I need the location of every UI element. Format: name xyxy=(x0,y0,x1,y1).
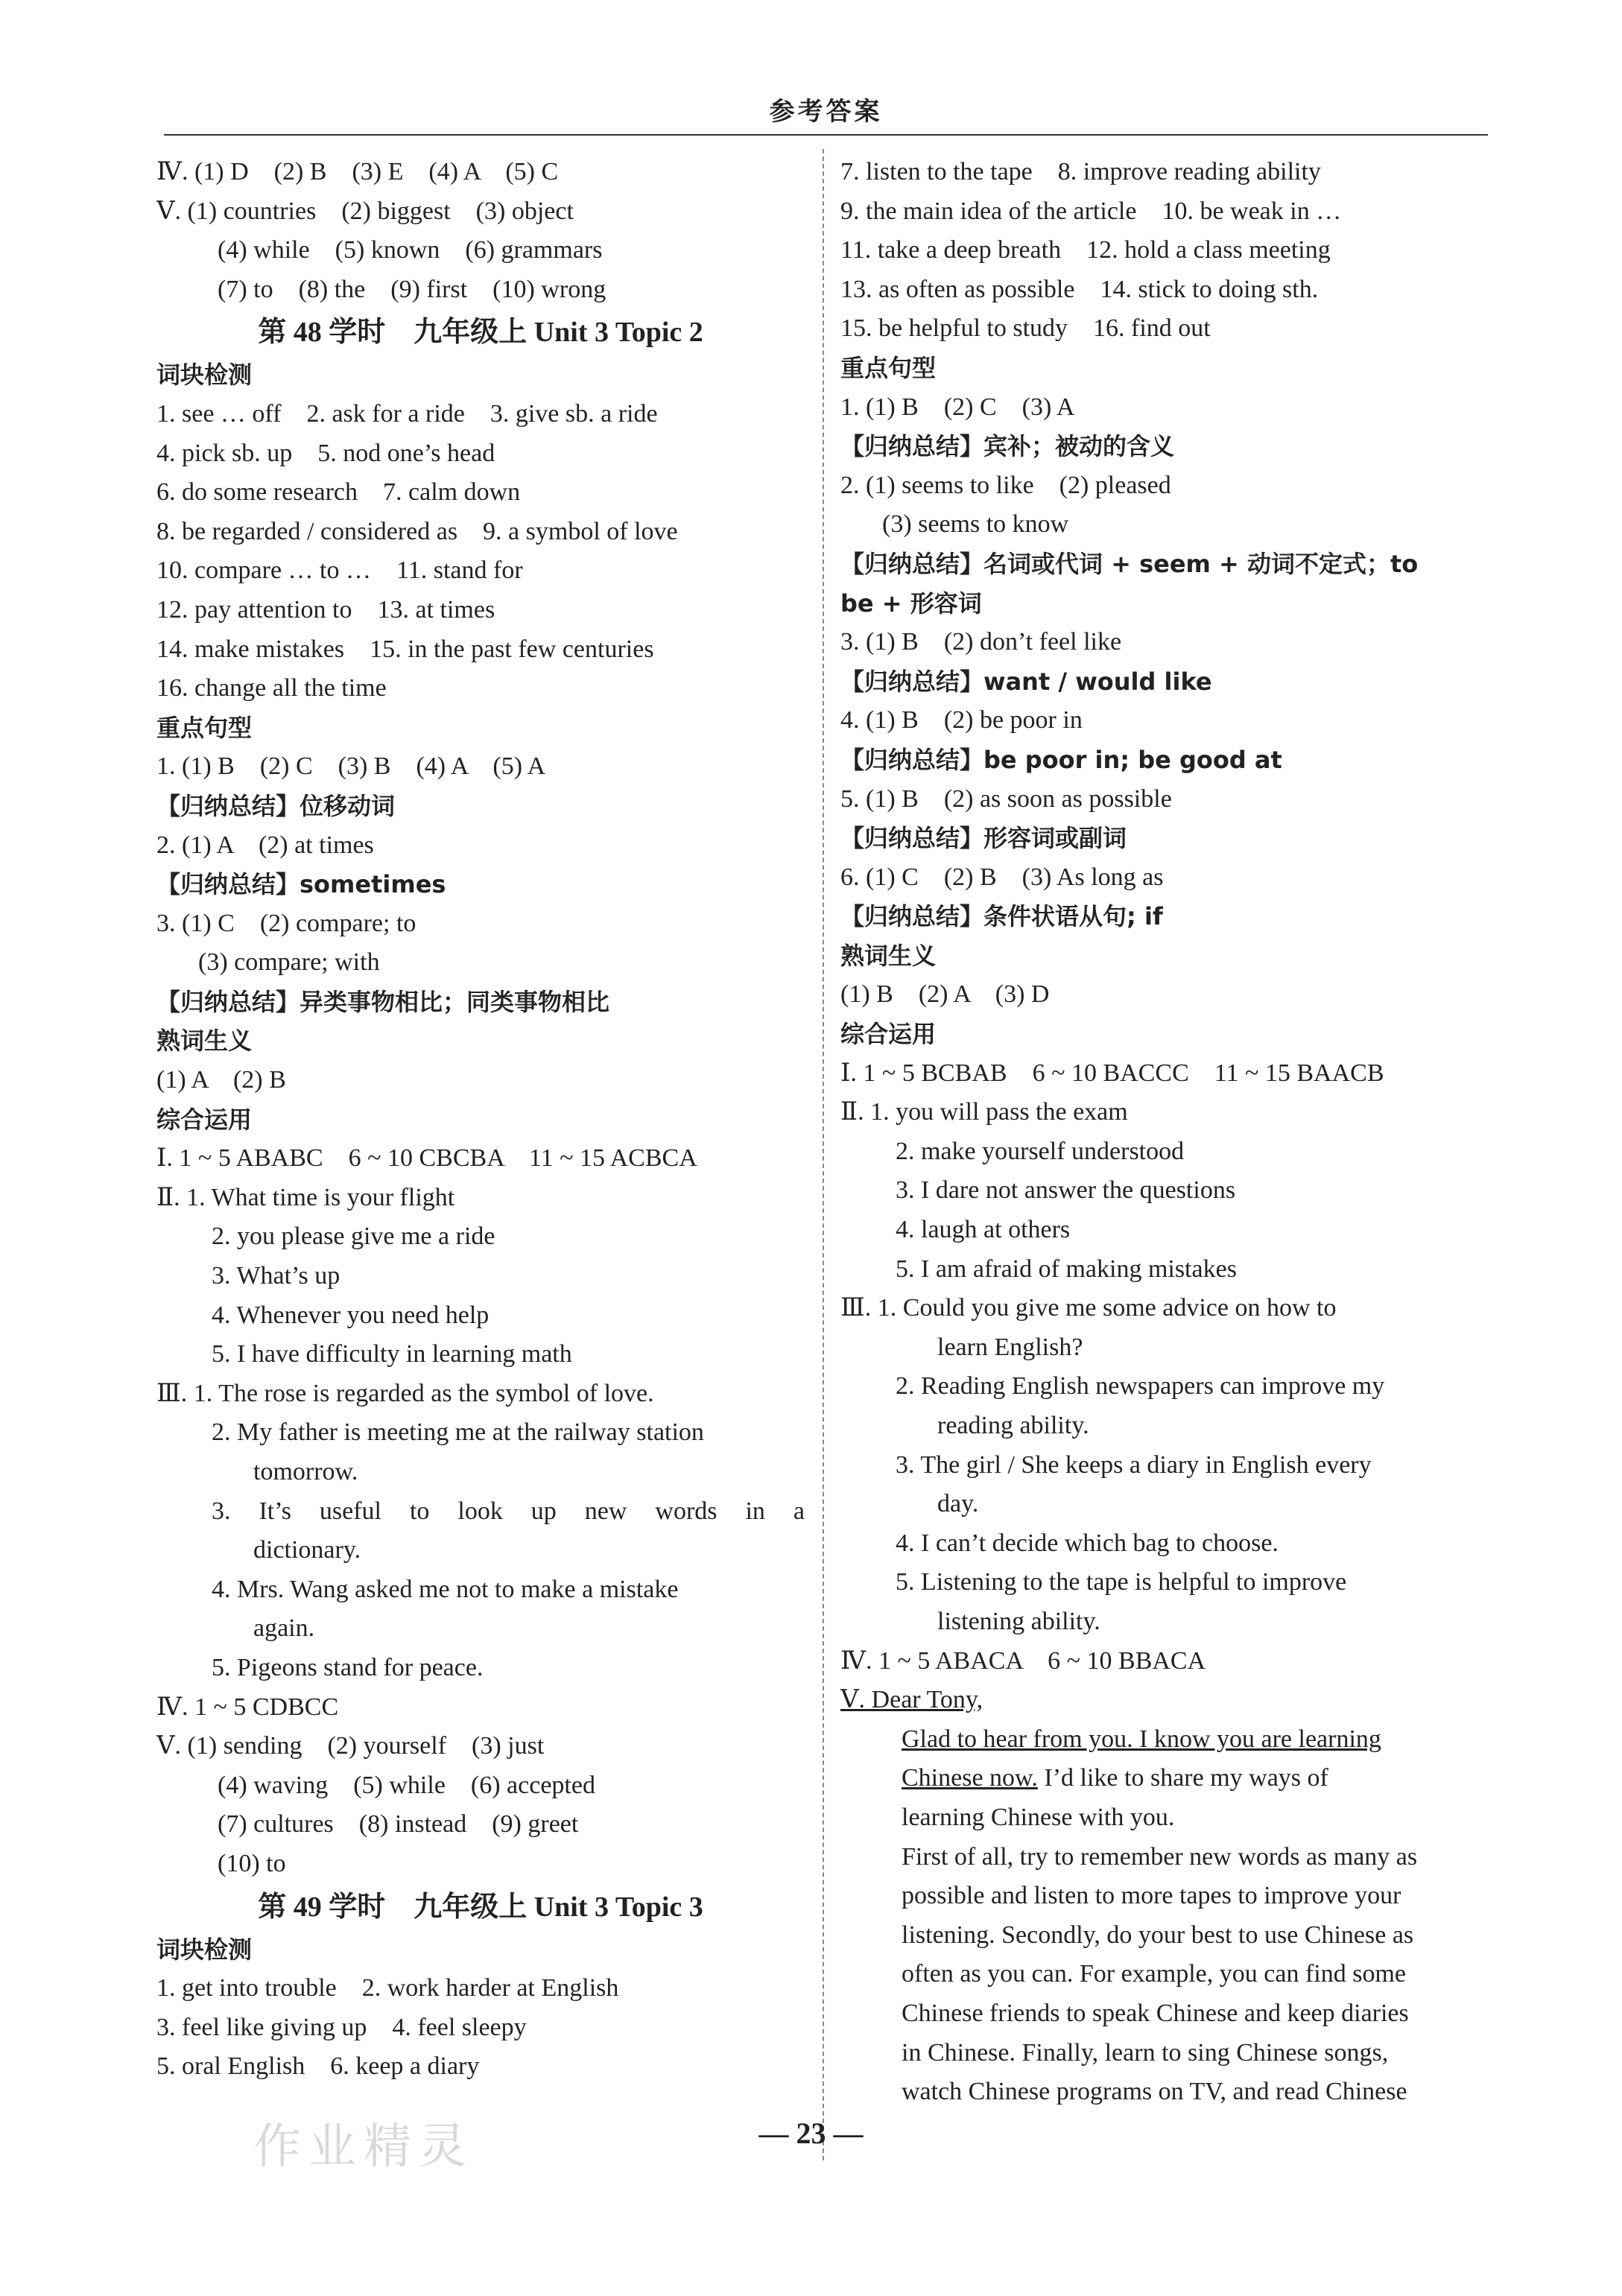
section-heading: 词块检测 xyxy=(156,1935,253,1964)
answer-line: (3) compare; with xyxy=(198,948,380,977)
section-heading: 重点句型 xyxy=(840,353,937,382)
header-title: 参考答案 xyxy=(769,97,883,127)
header-rule xyxy=(164,134,1488,136)
answer-line: Ⅳ. 1 ~ 5 CDBCC xyxy=(156,1693,339,1721)
answer-line: (4) while (5) known (6) grammars xyxy=(218,236,603,264)
section-heading: 词块检测 xyxy=(156,361,253,390)
answer-line: reading ability. xyxy=(937,1412,1089,1439)
section-heading: 综合运用 xyxy=(156,1105,253,1134)
answer-line: learn English? xyxy=(937,1333,1083,1361)
answer-line: 10. compare … to … 11. stand for xyxy=(156,556,523,585)
answer-line: 15. be helpful to study 16. find out xyxy=(840,314,1211,343)
answer-line: 4. Whenever you need help xyxy=(212,1301,490,1329)
answer-line: 2. (1) A (2) at times xyxy=(156,831,374,859)
answer-line: (4) waving (5) while (6) accepted xyxy=(218,1771,595,1799)
answer-line: (7) cultures (8) instead (9) greet xyxy=(218,1810,579,1839)
section-heading: 熟词生义 xyxy=(156,1027,253,1056)
answer-line: 5. Pigeons stand for peace. xyxy=(212,1653,484,1681)
answer-line: 3. What’s up xyxy=(212,1262,340,1290)
answer-line: Ⅱ. 1. you will pass the exam xyxy=(840,1098,1128,1126)
answer-line: 5. I am afraid of making mistakes xyxy=(896,1255,1237,1283)
essay-line: possible and listen to more tapes to improve your xyxy=(902,1882,1401,1910)
answer-line: 2. Reading English newspapers can improve my xyxy=(896,1372,1385,1401)
summary-line: 【归纳总结】条件状语从句; if xyxy=(840,902,1163,931)
answer-line: tomorrow. xyxy=(253,1458,358,1485)
essay-text: I’d like to share my ways of xyxy=(1037,1764,1328,1792)
watermark-logo: 作业精灵 xyxy=(253,2119,474,2175)
answer-line: (1) A (2) B xyxy=(156,1066,286,1094)
answer-line: 3. feel like giving up 4. feel sleepy xyxy=(156,2013,527,2041)
answer-line: 2. (1) seems to like (2) pleased xyxy=(840,471,1171,499)
section-heading: 重点句型 xyxy=(156,713,253,742)
answer-line: (1) B (2) A (3) D xyxy=(840,980,1050,1009)
answer-line: Ⅴ. Dear Tony, xyxy=(840,1686,983,1714)
summary-line: 【归纳总结】位移动词 xyxy=(156,791,396,820)
answer-line: 3. It’s useful to look up new words in a xyxy=(212,1497,805,1525)
answer-line: 4. (1) B (2) be poor in xyxy=(840,706,1083,735)
answer-line: (10) to xyxy=(218,1849,286,1877)
answer-line: Ⅲ. 1. Could you give me some advice on how to xyxy=(840,1294,1337,1322)
answer-line: 3. (1) B (2) don’t feel like xyxy=(840,628,1122,656)
essay-line: watch Chinese programs on TV, and read Chinese xyxy=(902,2078,1407,2106)
answer-line: 1. (1) B (2) C (3) B (4) A (5) A xyxy=(156,752,546,781)
lesson-title: 第 48 学时 九年级上 Unit 3 Topic 2 xyxy=(258,317,703,349)
summary-line: 【归纳总结】形容词或副词 xyxy=(840,824,1127,853)
answer-line: 2. My father is meeting me at the railway station xyxy=(212,1418,704,1447)
essay-line: listening. Secondly, do your best to use Chinese as xyxy=(902,1921,1414,1949)
answer-line: 4. Mrs. Wang asked me not to make a mistake xyxy=(212,1575,679,1603)
answer-line: Ⅰ. 1 ~ 5 ABABC 6 ~ 10 CBCBA 11 ~ 15 ACBCA xyxy=(156,1144,697,1173)
answer-line: Ⅳ. (1) D (2) B (3) E (4) A (5) C xyxy=(156,158,559,185)
answer-line: 7. listen to the tape 8. improve reading ability xyxy=(840,158,1321,185)
page-header xyxy=(164,89,1488,134)
answer-line: Ⅴ. (1) countries (2) biggest (3) object xyxy=(156,197,574,225)
answer-line: 5. (1) B (2) as soon as possible xyxy=(840,784,1172,813)
answer-line: 12. pay attention to 13. at times xyxy=(156,595,495,624)
column-divider xyxy=(823,149,824,2160)
answer-line: 4. I can’t decide which bag to choose. xyxy=(896,1529,1279,1557)
answer-line: 13. as often as possible 14. stick to doing sth. xyxy=(840,275,1319,303)
summary-line: 【归纳总结】sometimes xyxy=(156,870,446,899)
answer-line: Ⅱ. 1. What time is your flight xyxy=(156,1183,455,1211)
answer-line: day. xyxy=(937,1490,979,1518)
answer-line: 5. Listening to the tape is helpful to improve xyxy=(896,1568,1347,1596)
answer-line: 6. do some research 7. calm down xyxy=(156,478,521,507)
summary-line: be + 形容词 xyxy=(840,589,982,618)
page-number: — 23 — xyxy=(758,2116,864,2150)
answer-line: dictionary. xyxy=(253,1536,361,1564)
answer-line: 11. take a deep breath 12. hold a class meeting xyxy=(840,236,1331,264)
section-heading: 综合运用 xyxy=(840,1020,937,1049)
essay-line xyxy=(840,1759,1483,1798)
answer-line: 5. oral English 6. keep a diary xyxy=(156,2052,480,2081)
essay-line: First of all, try to remember new words as many as xyxy=(902,1842,1418,1871)
answer-line: 3. The girl / She keeps a diary in English every xyxy=(896,1450,1372,1479)
answer-line: 16. change all the time xyxy=(156,674,387,703)
answer-line: 3. (1) C (2) compare; to xyxy=(156,909,416,937)
summary-line: 【归纳总结】be poor in; be good at xyxy=(840,745,1282,774)
essay-line: Chinese friends to speak Chinese and keep diaries xyxy=(902,1999,1409,2027)
summary-line: 【归纳总结】宾补；被动的含义 xyxy=(840,432,1175,461)
essay-line: often as you can. For example, you can find some xyxy=(902,1960,1406,1988)
answer-line: Ⅳ. 1 ~ 5 ABACA 6 ~ 10 BBACA xyxy=(840,1646,1206,1675)
answer-line: 5. I have difficulty in learning math xyxy=(212,1340,572,1369)
essay-underlined: Chinese now. xyxy=(902,1764,1038,1792)
section-heading: 熟词生义 xyxy=(840,941,937,970)
answer-line: 8. be regarded / considered as 9. a symbol of love xyxy=(156,517,678,545)
answer-line: 1. (1) B (2) C (3) A xyxy=(840,393,1075,421)
answer-line: 1. get into trouble 2. work harder at English xyxy=(156,1974,619,2002)
answer-line: Ⅲ. 1. The rose is regarded as the symbol of love. xyxy=(156,1379,654,1407)
answer-line: 6. (1) C (2) B (3) As long as xyxy=(840,863,1164,891)
summary-line: 【归纳总结】异类事物相比；同类事物相比 xyxy=(156,987,610,1016)
answer-line: 4. laugh at others xyxy=(896,1216,1071,1244)
essay-line: Glad to hear from you. I know you are learning xyxy=(902,1725,1381,1753)
answer-line: 1. see … off 2. ask for a ride 3. give sb. a ride xyxy=(156,399,658,428)
right-column xyxy=(840,153,1483,2112)
summary-line: 【归纳总结】want / would like xyxy=(840,667,1212,696)
answer-line: 3. I dare not answer the questions xyxy=(896,1176,1236,1205)
essay-line: in Chinese. Finally, learn to sing Chinese songs, xyxy=(902,2038,1389,2067)
summary-line: 【归纳总结】名词或代词 + seem + 动词不定式；to xyxy=(840,549,1419,578)
essay-line: learning Chinese with you. xyxy=(902,1803,1175,1831)
answer-line: 2. make yourself understood xyxy=(896,1137,1185,1165)
answer-line: (3) seems to know xyxy=(882,510,1069,539)
left-column xyxy=(156,153,805,2087)
answer-line: 14. make mistakes 15. in the past few centuries xyxy=(156,635,654,663)
answer-line: (7) to (8) the (9) first (10) wrong xyxy=(218,275,606,303)
lesson-title: 第 49 学时 九年级上 Unit 3 Topic 3 xyxy=(258,1891,703,1923)
answer-line: 2. you please give me a ride xyxy=(212,1222,495,1251)
answer-line: 9. the main idea of the article 10. be weak in … xyxy=(840,197,1342,225)
answer-line: 4. pick sb. up 5. nod one’s head xyxy=(156,439,495,467)
answer-line: Ⅰ. 1 ~ 5 BCBAB 6 ~ 10 BACCC 11 ~ 15 BAACB xyxy=(840,1059,1384,1087)
answer-line: again. xyxy=(253,1614,315,1643)
answer-line: listening ability. xyxy=(937,1607,1100,1635)
answer-line: Ⅴ. (1) sending (2) yourself (3) just xyxy=(156,1732,545,1760)
